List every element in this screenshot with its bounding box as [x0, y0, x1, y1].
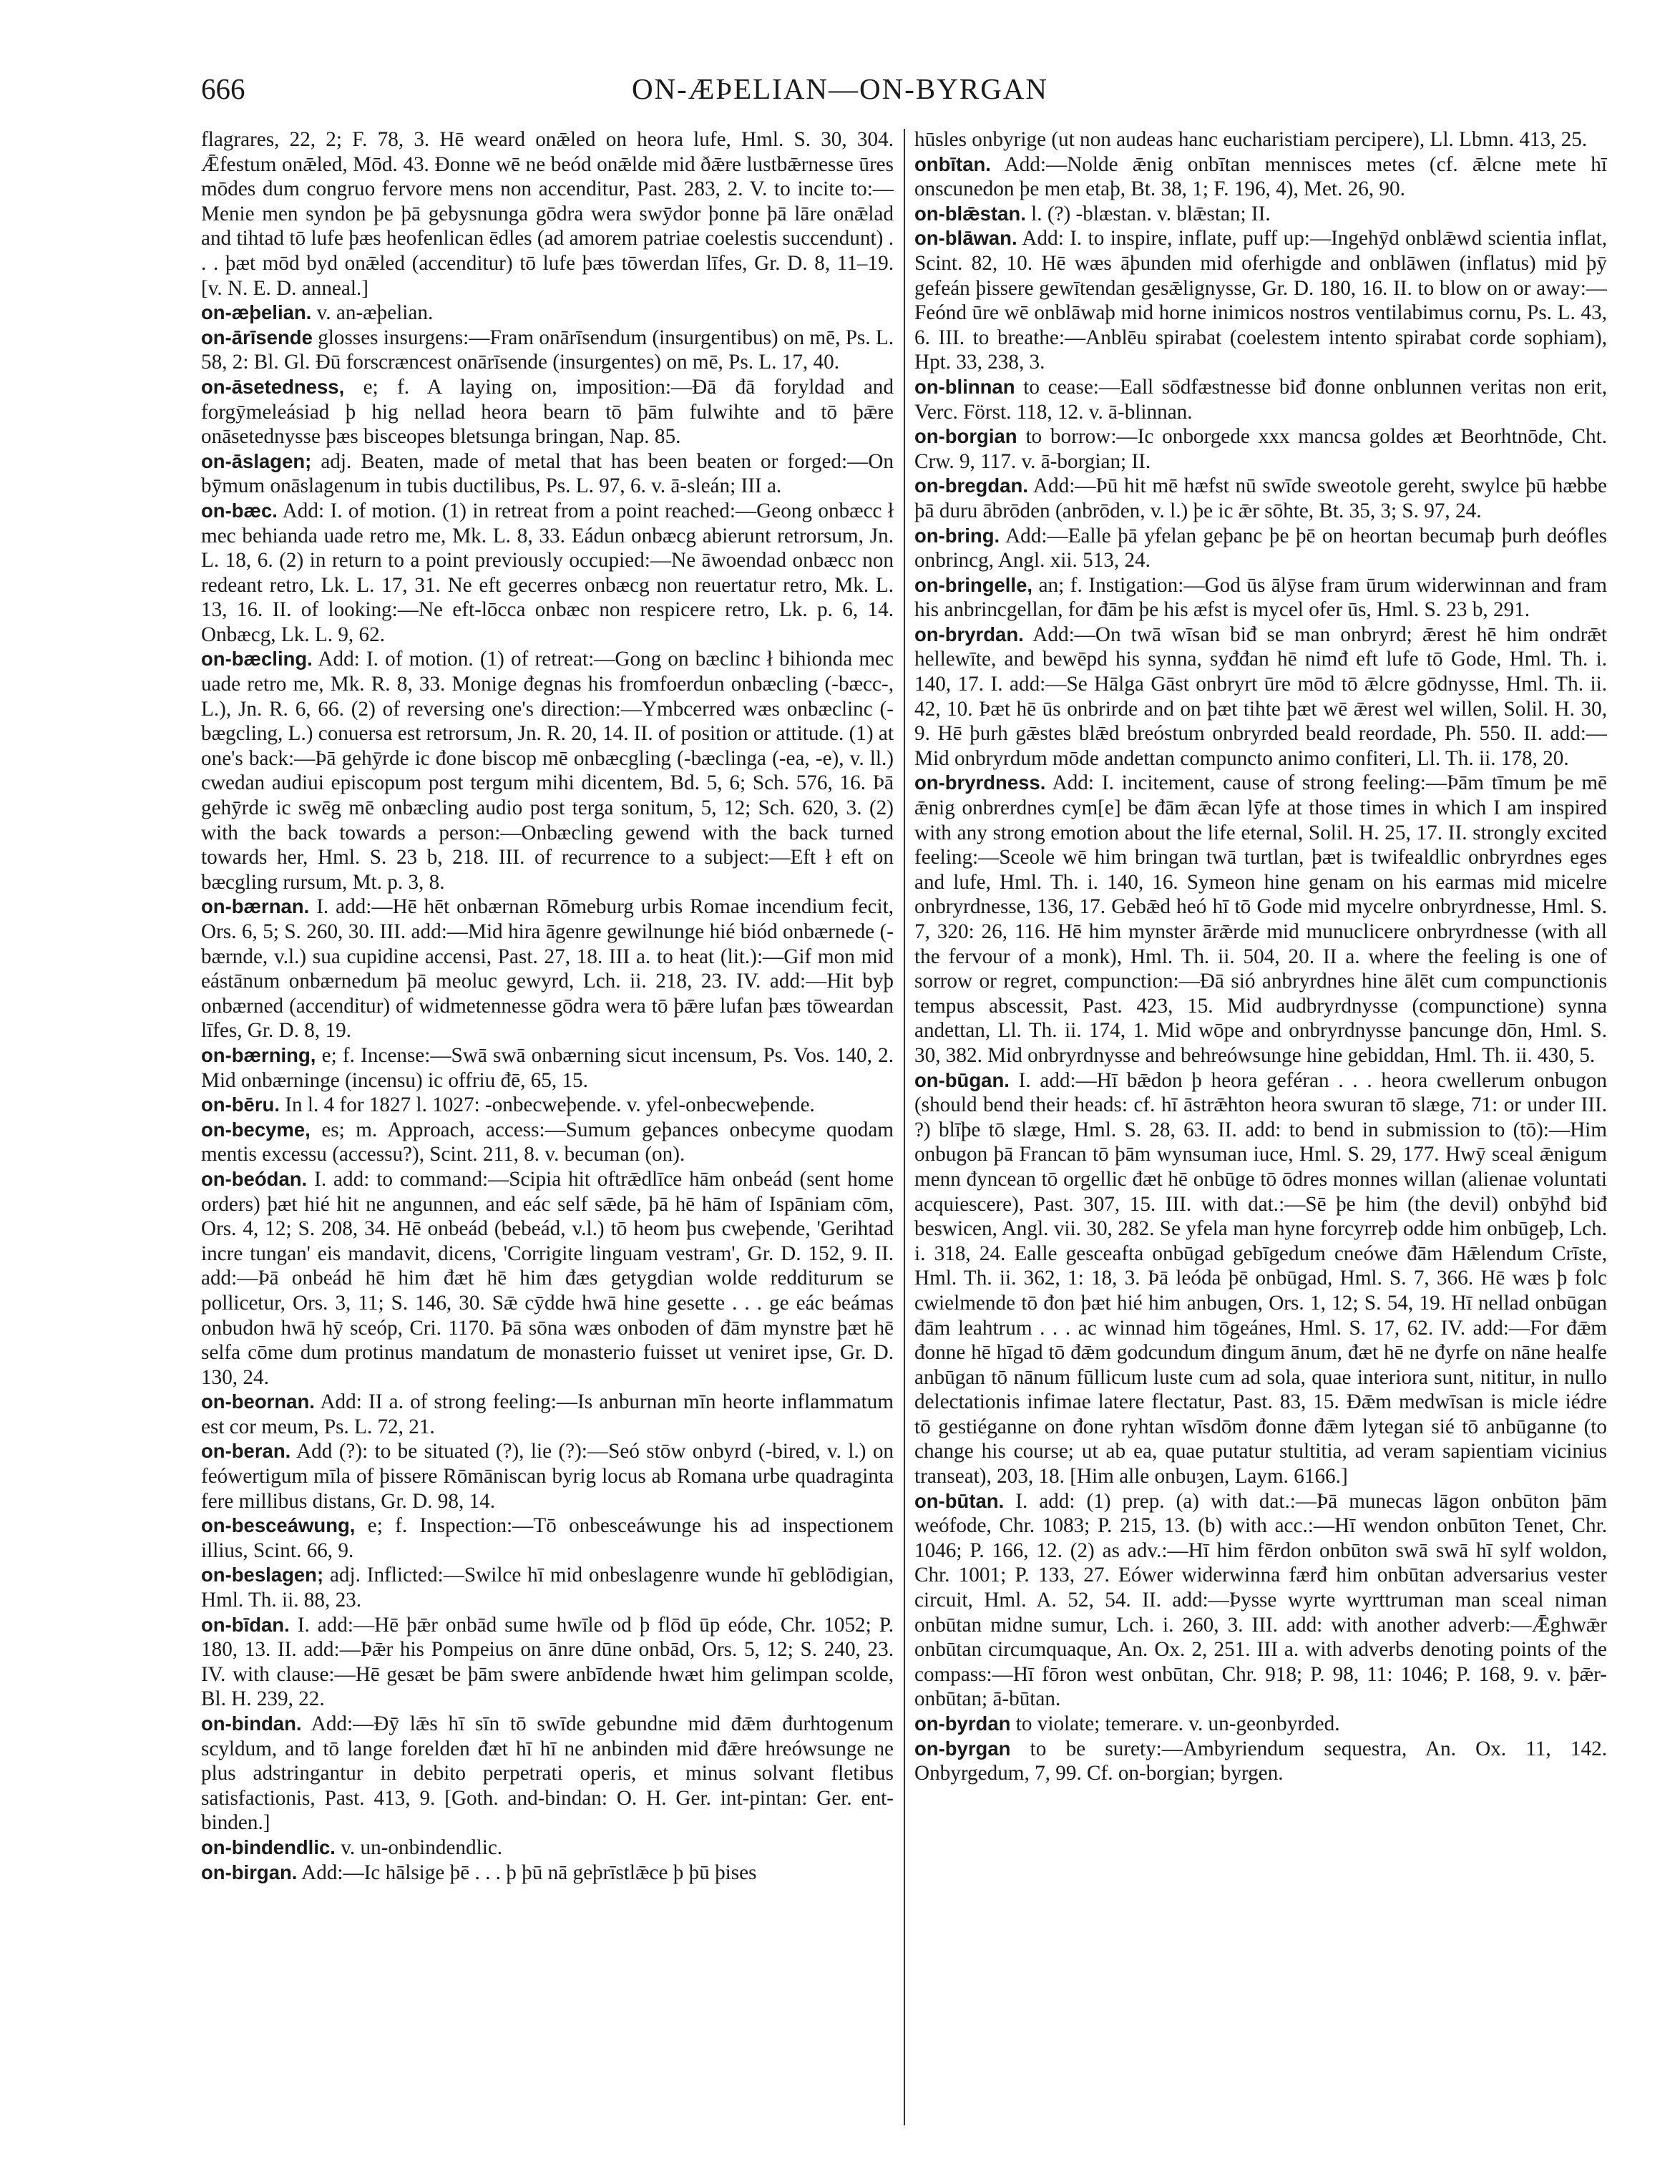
entry-headword: on-becyme,	[201, 1118, 311, 1141]
entry-headword: on-ārīsende	[201, 326, 313, 348]
entry-text: adj. Inflicted:—Swilce hī mid onbeslagenre wunde hī geblōdigian, Hml. Th. ii. 88, 23.	[201, 1564, 894, 1612]
dictionary-entry	[201, 1118, 894, 1167]
dictionary-entry	[201, 1563, 894, 1612]
entry-headword: on-besceáwung,	[201, 1514, 356, 1537]
dictionary-entry	[201, 1167, 894, 1390]
entry-text: to cease:—Eall sōdfæstnesse biđ đonne onblunnen veritas non erit, Verc. Först. 118, 12. v. ā-blinnan.	[914, 375, 1607, 424]
entry-headword: on-bēru.	[201, 1093, 280, 1116]
entry-text: Add: I. of motion. (1) in retreat from a point reached:—Geong onbæcc ł mec behianda uade retro me, Mk. L. 8, 33. Eádun onbæcg abierunt retrorsum, Jn. L. 18, 6. (2) in return to a point previously occupied:—Ne āwoendad onbæcc non redeant retro, Lk. L. 17, 31. Ne eft gecerres onbæcg non reuertatur retro, Mk. L. 13, 16. II. of looking:—Ne eft-lōcca onbæc non respicere retro, Lk. p. 6, 14. Onbæcg, Lk. L. 9, 62.	[201, 499, 894, 646]
entry-headword: on-borgian	[914, 425, 1017, 448]
entry-text: an; f. Instigation:—God ūs ālȳse fram ūrum widerwinnan and fram his anbrincgellan, for đām þe his æfst is mycel ofer ūs, Hml. S. 23 b, 291.	[914, 573, 1607, 622]
dictionary-entry	[914, 1712, 1607, 1737]
entry-headword: on-bring.	[914, 524, 1000, 547]
dictionary-entry	[201, 647, 894, 894]
entry-text: es; m. Approach, access:—Sumum geþances onbecyme quodam mentis excessu (accessu?), Scint. 211, 8. v. becuman (on).	[201, 1118, 894, 1166]
dictionary-entry	[914, 771, 1607, 1068]
entry-text: l. (?) -blæstan. v. blǣstan; II.	[1031, 202, 1271, 225]
entry-text: Add:—Ealle þā yfelan geþanc þe þē on heortan becumaþ þurh deófles onbrincg, Angl. xii. 513, 24.	[914, 524, 1607, 572]
entry-text: Add: I. incitement, cause of strong feeling:—Þām tīmum þe mē ǣnig onbrerdnes cym[e] be đām ǣcan lȳfe at those times in which I am inspired with any strong emotion about the life eternal, Solil. H. 25, 17. II. strongly excited feeling:—Sceole wē him bringan twā turtlan, þæt is twifealdlic onbryrdnes eges and lufe, Hml. Th. i. 140, 16. Symeon hine genam on his earmas mid micelre onbryrdnesse, 136, 17. Gebǣd heó hī tō Gode mid mycelre onbryrdnesse, Hml. S. 7, 320: 26, 116. Hē him mynster ārǣrde mid munuclicere onbryrdnesse (with all the fervour of a monk), Hml. Th. ii. 504, 20. II a. where the feeling is one of sorrow or regret, compunction:—Đā sió anbryrdnes hine ālēt cum compunctionis tempus abscessit, Past. 423, 15. Mid audbryrdnysse (compunctione) synna andettan, Ll. Th. ii. 174, 1. Mid wōpe and onbryrdnysse þancunge dōn, Hml. S. 30, 382. Mid onbryrdnysse and behreówsunge hine gebiddan, Hml. Th. ii. 430, 5.	[914, 771, 1607, 1067]
dictionary-entry	[201, 326, 894, 375]
entry-text: e; f. Incense:—Swā swā onbærning sicut incensum, Ps. Vos. 140, 2. Mid onbærninge (incensu) ic offriu đē, 65, 15.	[201, 1043, 894, 1092]
entry-headword: on-bīdan.	[201, 1613, 290, 1636]
entry-headword: on-āslagen;	[201, 449, 312, 472]
entry-headword: on-bindan.	[201, 1712, 302, 1735]
entry-text: glosses insurgens:—Fram onārīsendum (insurgentibus) on mē, Ps. L. 58, 2: Bl. Gl. Đū forscræncest onārīsende (insurgentes) on mē, Ps. L. 17, 40.	[201, 326, 894, 374]
entry-text: I. add: to command:—Scipia hit oftrǣdlīce hām onbeád (sent home orders) þæt hié hit ne angunnen, and eác self sǣde, þā hē hām of Ispāniam cōm, Ors. 4, 12; S. 208, 34. Hē onbeád (bebeád, v.l.) tō heom þus cweþende, 'Gerihtad incre tungan' eis mandavit, dicens, 'Corrigite linguam vestram', Gr. D. 152, 9. II. add:—Þā onbeád hē him đæt hē him đæs getygdian wolde redditurum se pollicetur, Ors. 3, 11; S. 146, 30. Sǣ cȳdde hwā hine gesette . . . ge eác beámas onbudon hwā hȳ sceóp, Cri. 1170. Þā sōna wæs onboden of đām mynstre þæt hē selfa cōme dum protinus mandatum de monasterio fuisset ut veniret ipse, Gr. D. 130, 24.	[201, 1167, 894, 1389]
entry-headword: on-bæcling.	[201, 648, 313, 671]
dictionary-entry	[914, 573, 1607, 623]
dictionary-entry	[914, 226, 1607, 375]
dictionary-entry	[914, 623, 1607, 771]
dictionary-entry	[914, 127, 1607, 152]
dictionary-entry	[201, 1861, 894, 1886]
entry-text: to be surety:—Ambyriendum sequestra, An. Ox. 11, 142. Onbyrgedum, 7, 99. Cf. on-borgian; byrgen.	[914, 1737, 1607, 1785]
entry-headword: on-bindendlic.	[201, 1836, 336, 1858]
entry-headword: on-bregdan.	[914, 474, 1028, 497]
entry-headword: on-bryrdness.	[914, 771, 1046, 794]
entry-text: Add:—Þū hit mē hæfst nū swīde sweotole gereht, swylce þū hæbbe þā duru ābrōden (anbrōden, v. l.) þe ic ǣr sōhte, Bt. 35, 3; S. 97, 24.	[914, 474, 1607, 522]
dictionary-entry	[201, 1043, 894, 1093]
dictionary-entry	[201, 1513, 894, 1563]
dictionary-entry	[201, 1712, 894, 1836]
entry-text: e; f. Inspection:—Tō onbesceáwunge his ad inspectionem illius, Scint. 66, 9.	[201, 1514, 894, 1562]
entry-headword: on-blinnan	[914, 375, 1015, 398]
entry-headword: on-bringelle,	[914, 573, 1032, 596]
entry-text: I. add:—Hē þǣr onbād sume hwīle od þ flōd ūp eóde, Chr. 1052; P. 180, 13. II. add:—Þǣr his Pompeius on ānre dūne onbād, Ors. 5, 12; S. 240, 23. IV. with clause:—Hē gesæt be þām swere anbīdende hwæt him gelimpan scolde, Bl. H. 239, 22.	[201, 1613, 894, 1711]
dictionary-entry	[914, 424, 1607, 474]
dictionary-entry	[914, 375, 1607, 424]
dictionary-entry	[201, 1390, 894, 1439]
dictionary-entry	[201, 1613, 894, 1712]
entry-headword: on-birgan.	[201, 1861, 298, 1883]
dictionary-entry	[201, 127, 894, 301]
entry-text: I. add:—Hē hēt onbærnan Rōmeburg urbis Romae incendium fecit, Ors. 6, 5; S. 260, 30. III. add:—Mid hira āgenre gewilnunge hié biód onbærnede (-bærnde, v.l.) sua cupidine accensi, Past. 27, 18. III a. to heat (lit.):—Gif mon mid eástānum onbærnedum þā meoluc gewyrd, Lch. ii. 218, 23. IV. add:—Hit byþ onbærned (accenditur) of widmetennesse gōdra wera tō þǣre lufan þæs tōweardan līfes, Gr. D. 8, 19.	[201, 895, 894, 1043]
entry-text: I. add:—Hī bǣdon þ heora geféran . . . heora cwellerum onbugon (should bend their heads: cf. hī āstrǣhton heora swuran tō slæge, 71: or under III. ?) blīþe tō slæge, Hml. S. 28, 63. II. add: to bend in submission to (tō):—Him onbugon þā Francan tō þām wynsuman iuce, Hml. S. 29, 177. Hwȳ sceal ǣnigum menn đyncean tō orgellic đæt hē onbūge tō ōdres monnes willan (alienae voluntati acquiescere), Past. 307, 15. III. with dat.:—Sē þe him (the devil) onbȳhđ biđ beswicen, Angl. vii. 30, 282. Se yfela man hyne forcyrreþ odde him onbūgeþ, Lch. i. 318, 24. Ealle gesceafta onbūgad gebīgedum cneówe đām Hǣlendum Crīste, Hml. Th. ii. 362, 1: 18, 3. Þā leóda þē onbūgad, Hml. S. 7, 366. Hē wæs þ folc cwielmende tō đon þæt hié him anbugen, Ors. 1, 12; S. 54, 19. Hī nellad onbūgan đām leahtrum . . . ac winnad him tōgeánes, Hml. S. 17, 62. IV. add:—For đǣm đonne hē hīgad tō đǣm godcundum đingum ānum, đæt hē ne đyrfe on nāne healfe anbūgan tō nānum fūllicum luste cum ad sola, quae interiora sunt, nititur, in nullo delectationis infimae latere flectatur, Past. 83, 15. Đǣm medwīsan is micle iédre tō gestiéganne on đone ryhtan wīsdōm đonne đǣm lytegan sié tō anbūganne (to change his course; ut ab ea, quae putatur stultitia, ad veram sapientiam vicinius transeat), 203, 18. [Him alle onbuȝen, Laym. 6166.]	[914, 1068, 1607, 1488]
dictionary-entry	[201, 301, 894, 326]
entry-text: v. un-onbindendlic.	[341, 1836, 503, 1859]
left-column	[201, 127, 894, 2117]
dictionary-entry	[914, 202, 1607, 227]
entry-text: Add:—Ic hālsige þē . . . þ þū nā geþrīstlǣce þ þū þises	[301, 1861, 757, 1884]
entry-text: v. an-æþelian.	[316, 301, 434, 325]
dictionary-entry	[201, 894, 894, 1043]
entry-headword: on-bærning,	[201, 1043, 316, 1066]
entry-text: Add:—Nolde ǣnig onbītan mennisces metes (cf. ǣlcne mete hī onscunedon þe men etaþ, Bt. 38, 1; F. 196, 4), Met. 26, 90.	[914, 152, 1607, 201]
entry-headword: on-blāwan.	[914, 227, 1017, 250]
entry-text: Add: II a. of strong feeling:—Is anburnan mīn heorte inflammatum est cor meum, Ps. L. 72, 21.	[201, 1390, 894, 1438]
right-column	[914, 127, 1607, 2117]
entry-text: flagrares, 22, 2; F. 78, 3. Hē weard onǣled on heora lufe, Hml. S. 30, 304. Ǣfestum onǣled, Mōd. 43. Đonne wē ne beód onǣlde mid ðǣre lustbǣrnesse ūres mōdes dum congruo fervore mens non accenditur, Past. 283, 2. V. to incite to:—Menie men syndon þe þā gebysnunga gōdra wera swȳdor þonne þā lāre onǣlad and tihtad tō lufe þæs heofenlican ēdles (ad amorem patriae coelestis succendunt) . . . þæt mōd byd onǣled (accenditur) tō lufe þæs tōwerdan līfes, Gr. D. 8, 11–19. [v. N. E. D. anneal.]	[201, 128, 894, 300]
dictionary-entry	[201, 1439, 894, 1513]
entry-text: Add:—On twā wīsan biđ se man onbryrd; ǣrest hē him ondrǣt hellewīte, and bewēpd his synna, syđđan hē nimđ eft lufe tō Gode, Hml. Th. i. 140, 17. I. add:—Se Hālga Gāst onbryrt ūre mōd tō ǣlcre gōdnysse, Hml. Th. ii. 42, 10. Þæt hē ūs onbrirde and on þæt tihte þæt wē ǣrest wel willen, Solil. H. 30, 9. Hē þurh gǣstes blǣd breóstum onbryrded beald reordade, Ph. 550. II. add:—Mid onbryrdum mōde andettan compuncto animo confiteri, Ll. Th. ii. 178, 20.	[914, 623, 1607, 770]
entry-headword: on-beran.	[201, 1440, 291, 1463]
dictionary-entry	[201, 1836, 894, 1861]
entry-text: Add:—Đȳ lǣs hī sīn tō swīde gebundne mid đǣm đurhtogenum scyldum, and tō lange forelden đæt hī hī ne anbinden mid đǣre hreówsunge ne plus adstringantur in debito perpetrati operis, et minus solvant fletibus satisfactionis, Past. 413, 9. [Goth. and-bindan: O. H. Ger. int-pintan: Ger. ent-binden.]	[201, 1712, 894, 1835]
page-number: 666	[201, 72, 245, 105]
entry-headword: on-beslagen;	[201, 1564, 324, 1586]
dictionary-entry	[914, 1737, 1607, 1786]
entry-headword: on-byrdan	[914, 1712, 1011, 1735]
entry-headword: on-bærnan.	[201, 895, 310, 918]
entry-text: In l. 4 for 1827 l. 1027: -onbecweþende. v. yfel-onbecweþende.	[285, 1093, 815, 1117]
entry-text: adj. Beaten, made of metal that has been beaten or forged:—On bȳmum onāslagenum in tubis ductilibus, Ps. L. 97, 6. v. ā-sleán; III a.	[201, 449, 894, 498]
dictionary-entry	[201, 1093, 894, 1118]
dictionary-entry	[914, 1489, 1607, 1712]
entry-text: Add: I. to inspire, inflate, puff up:—Ingehȳd onblǣwd scientia inflat, Scint. 82, 10. Hē wæs āþunden mid oferhigde and onblāwen (inflatus) mid þȳ gefeán þissere gewītendan gesǣlignysse, Gr. D. 180, 16. II. to blow on or away:—Feónd ūre wē onblāwaþ mid horne inimicos nostros ventilabimus cornu, Ps. L. 43, 6. III. to breathe:—Anblēu spirabat (coelestem intento spirabat corde sophiam), Hpt. 33, 238, 3.	[914, 227, 1607, 374]
dictionary-entry	[201, 375, 894, 449]
entry-headword: on-bryrdan.	[914, 623, 1024, 645]
dictionary-entry	[914, 1068, 1607, 1489]
entry-headword: on-byrgan	[914, 1737, 1011, 1760]
entry-text: Add: I. of motion. (1) of retreat:—Gong on bæclinc ł bihionda mec uade retro me, Mk. R. 8, 33. Monige đegnas his fromfoerdun onbæcling (-bæcc-, L.), Jn. R. 6, 66. (2) of reversing one's direction:—Ymbcerred wæs onbæclinc (-bægcling, L.) conuersa est retrorsum, Jn. R. 20, 14. II. of position or attitude. (1) at one's back:—Þā gehȳrde ic đone biscop mē onbæcgling (-bæclinga (-ea, -e), v. ll.) cwedan audiui episcopum post tergum mihi dicentem, Bd. 5, 6; Sch. 576, 16. Þā gehȳrde ic swēg mē onbæcling audio post terga sonitum, 5, 12; Sch. 620, 3. (2) with the back towards a person:—Onbæcling gewend with the back turned towards her, Hml. S. 23 b, 218. III. of recurrence to a subject:—Eft ł eft on bæcgling rursum, Mt. p. 3, 8.	[201, 648, 894, 894]
dictionary-entry	[201, 449, 894, 499]
entry-headword: on-beódan.	[201, 1167, 308, 1190]
entry-headword: on-būtan.	[914, 1489, 1005, 1512]
dictionary-entry	[201, 499, 894, 648]
entry-headword: on-bæc.	[201, 499, 278, 522]
entry-text: hūsles onbyrige (ut non audeas hanc eucharistiam percipere), Ll. Lbmn. 413, 25.	[914, 128, 1588, 151]
entry-headword: on-āsetedness,	[201, 375, 345, 398]
entry-headword: on-blǣstan.	[914, 202, 1026, 225]
entry-text: Add (?): to be situated (?), lie (?):—Seó stōw onbyrd (-bired, v. l.) on feówertigum mīla of þissere Rōmāniscan byrig locus ab Romana urbe quadraginta fere millibus distans, Gr. D. 98, 14.	[201, 1440, 894, 1513]
column-divider	[904, 129, 905, 2125]
entry-text: e; f. A laying on, imposition:—Đā đā foryldad and forgȳmeleásiad þ hig nellad heora bearn tō þām fulwihte and tō þǣre onāsetednysse þæs bisceopes bletsunga bringan, Nap. 85.	[201, 375, 894, 449]
entry-text: I. add: (1) prep. (a) with dat.:—Þā munecas lāgon onbūton þām weófode, Chr. 1083; P. 215, 13. (b) with acc.:—Hī wendon onbūton Tenet, Chr. 1046; P. 166, 12. (2) as adv.:—Hī him fērdon onbūton swā swā hī sylf woldon, Chr. 1001; P. 133, 27. Eówer widerwinna færđ him onbūtan adversarius vester circuit, Hml. A. 52, 54. II. add:—Þysse wyrte wyrttruman man sceal niman onbūtan midne sumur, Lch. i. 260, 3. III. add: with another adverb:—Ǣghwǣr onbūtan circumquaque, An. Ox. 2, 251. III a. with adverbs denoting points of the compass:—Hī fōron west onbūtan, Chr. 918; P. 98, 11: 1046; P. 168, 9. v. þǣr-onbūtan; ā-būtan.	[914, 1489, 1607, 1711]
entry-text: to violate; temerare. v. un-geonbyrded.	[1015, 1712, 1340, 1735]
dictionary-entry	[914, 152, 1607, 202]
dictionary-entry	[914, 524, 1607, 573]
entry-headword: on-beornan.	[201, 1390, 315, 1413]
entry-headword: on-būgan.	[914, 1068, 1010, 1091]
entry-headword: onbītan.	[914, 152, 991, 175]
entry-headword: on-æþelian.	[201, 301, 312, 324]
entry-text: to borrow:—Ic onborgede xxx mancsa goldes æt Beorhtnōde, Cht. Crw. 9, 117. v. ā-borgian; II.	[914, 425, 1607, 473]
dictionary-entry	[914, 474, 1607, 523]
running-head: ON-ÆÞELIAN—ON-BYRGAN	[631, 72, 1049, 105]
